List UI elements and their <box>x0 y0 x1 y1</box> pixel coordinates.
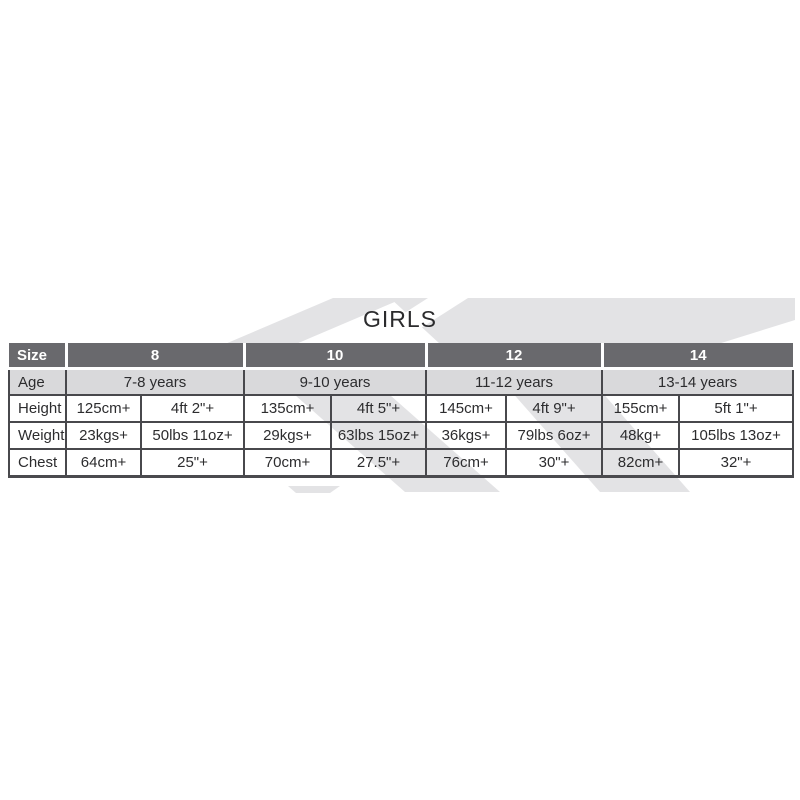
weight-cell-size14-metric: 48kg+ <box>602 422 679 449</box>
weight-cell-size8-imperial: 50lbs 11oz+ <box>141 422 244 449</box>
age-cell-size12: 11-12 years <box>426 369 602 396</box>
height-cell-size12-imperial: 4ft 9"+ <box>506 395 602 422</box>
height-cell-size8-imperial: 4ft 2"+ <box>141 395 244 422</box>
size-header-14: 14 <box>602 343 793 369</box>
weight-cell-size12-imperial: 79lbs 6oz+ <box>506 422 602 449</box>
chest-cell-size10-metric: 70cm+ <box>244 449 331 477</box>
height-cell-size14-imperial: 5ft 1"+ <box>679 395 793 422</box>
chest-cell-size10-imperial: 27.5"+ <box>331 449 426 477</box>
page-title: GIRLS <box>362 306 438 332</box>
weight-cell-size10-metric: 29kgs+ <box>244 422 331 449</box>
age-row-label: Age <box>9 369 66 396</box>
age-cell-size10: 9-10 years <box>244 369 426 396</box>
height-row-label: Height <box>9 395 66 422</box>
chest-cell-size8-imperial: 25"+ <box>141 449 244 477</box>
weight-cell-size14-imperial: 105lbs 13oz+ <box>679 422 793 449</box>
chest-cell-size14-metric: 82cm+ <box>602 449 679 477</box>
chest-cell-size12-imperial: 30"+ <box>506 449 602 477</box>
height-cell-size12-metric: 145cm+ <box>426 395 506 422</box>
weight-row <box>9 422 793 449</box>
chest-row <box>9 449 793 477</box>
height-row <box>9 395 793 422</box>
height-cell-size10-metric: 135cm+ <box>244 395 331 422</box>
age-cell-size8: 7-8 years <box>66 369 244 396</box>
size-table-container <box>8 343 794 478</box>
size-header-12: 12 <box>426 343 602 369</box>
weight-cell-size12-metric: 36kgs+ <box>426 422 506 449</box>
chest-cell-size14-imperial: 32"+ <box>679 449 793 477</box>
weight-row-label: Weight <box>9 422 66 449</box>
girls-size-table <box>8 343 794 478</box>
age-cell-size14: 13-14 years <box>602 369 793 396</box>
size-header-10: 10 <box>244 343 426 369</box>
height-cell-size8-metric: 125cm+ <box>66 395 141 422</box>
height-cell-size14-metric: 155cm+ <box>602 395 679 422</box>
age-row <box>9 369 793 396</box>
chest-row-label: Chest <box>9 449 66 477</box>
chest-cell-size8-metric: 64cm+ <box>66 449 141 477</box>
size-header-8: 8 <box>66 343 244 369</box>
weight-cell-size10-imperial: 63lbs 15oz+ <box>331 422 426 449</box>
size-header-label: Size <box>9 343 66 369</box>
height-cell-size10-imperial: 4ft 5"+ <box>331 395 426 422</box>
chest-cell-size12-metric: 76cm+ <box>426 449 506 477</box>
weight-cell-size8-metric: 23kgs+ <box>66 422 141 449</box>
size-header-row <box>9 343 793 369</box>
